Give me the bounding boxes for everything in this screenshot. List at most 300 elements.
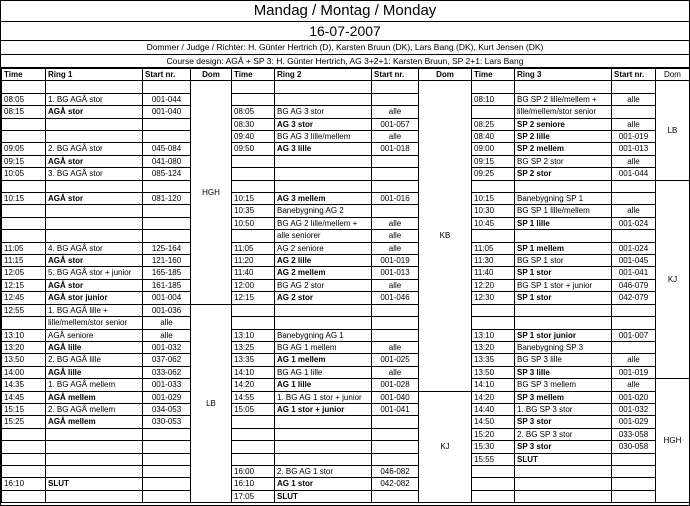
r3-time-cell (472, 304, 515, 316)
page-title: Mandag / Montag / Monday (1, 1, 689, 22)
r2-start-cell: 001-046 (372, 292, 419, 304)
r1-class-cell: AGÅ stor (46, 193, 143, 205)
r1-time-cell (2, 465, 46, 477)
r1-start-cell (143, 118, 191, 130)
r3-start-cell (612, 106, 656, 118)
r2-class-cell: BG AG 1 lille (275, 366, 372, 378)
judge-cell-r2_a: KB (419, 81, 472, 391)
r3-start-cell (612, 230, 656, 242)
r3-start-cell (612, 193, 656, 205)
r1-start-cell: alle (143, 329, 191, 341)
r2-start-cell: alle (372, 217, 419, 229)
table-row (2, 155, 690, 167)
r1-time-cell: 13:10 (2, 329, 46, 341)
header-time-3: Time (472, 69, 515, 81)
r3-start-cell (612, 341, 656, 353)
r2-time-cell: 09:40 (232, 131, 275, 143)
header-start-1: Start nr. (143, 69, 191, 81)
r1-class-cell: AGÅ mellem (46, 391, 143, 403)
r1-start-cell: 165-185 (143, 267, 191, 279)
r1-start-cell: alle (143, 317, 191, 329)
r3-class-cell: SP 1 stor junior (515, 329, 612, 341)
r2-start-cell (372, 428, 419, 440)
r1-time-cell: 11:05 (2, 242, 46, 254)
table-row (2, 242, 690, 254)
r2-class-cell: AG 2 mellem (275, 267, 372, 279)
r3-time-cell (472, 180, 515, 192)
r3-time-cell: 11:30 (472, 255, 515, 267)
table-row (2, 428, 690, 440)
r3-class-cell: BG SP 3 mellem (515, 379, 612, 391)
r3-time-cell: 14:50 (472, 416, 515, 428)
r2-start-cell: alle (372, 366, 419, 378)
r2-class-cell: AG 1 lille (275, 379, 372, 391)
r2-time-cell: 10:15 (232, 193, 275, 205)
table-row (2, 304, 690, 316)
r1-time-cell: 09:05 (2, 143, 46, 155)
r2-start-cell: 001-040 (372, 391, 419, 403)
r3-time-cell (472, 230, 515, 242)
r3-time-cell: 13:50 (472, 366, 515, 378)
r3-start-cell: 046-079 (612, 279, 656, 291)
r2-start-cell: 001-019 (372, 255, 419, 267)
r3-time-cell (472, 81, 515, 93)
r2-class-cell: 1. BG AG 1 stor + junior (275, 391, 372, 403)
r3-class-cell: lille/mellem/stor senior (515, 106, 612, 118)
r2-class-cell: AG 1 mellem (275, 354, 372, 366)
r1-start-cell: 081-120 (143, 193, 191, 205)
header-row (2, 69, 690, 81)
r2-class-cell: 2. BG AG 1 stor (275, 465, 372, 477)
r3-start-cell: alle (612, 379, 656, 391)
r1-class-cell: 2. BG AGÅ stor (46, 143, 143, 155)
header-time-1: Time (2, 69, 46, 81)
r3-class-cell (515, 478, 612, 490)
r3-start-cell: 001-029 (612, 416, 656, 428)
r1-time-cell: 11:15 (2, 255, 46, 267)
r3-time-cell: 13:10 (472, 329, 515, 341)
r3-time-cell: 12:20 (472, 279, 515, 291)
r1-time-cell: 13:50 (2, 354, 46, 366)
judge-cell-r3_c: HGH (656, 379, 690, 503)
r3-start-cell (612, 490, 656, 502)
table-row (2, 465, 690, 477)
table-row (2, 391, 690, 403)
r1-time-cell (2, 453, 46, 465)
schedule-table-wrap (1, 68, 689, 505)
r2-time-cell: 13:10 (232, 329, 275, 341)
r2-time-cell (232, 416, 275, 428)
r1-class-cell: AGÅ lille (46, 341, 143, 353)
header-start-3: Start nr. (612, 69, 656, 81)
r2-class-cell (275, 93, 372, 105)
r2-class-cell: alle seniorer (275, 230, 372, 242)
r2-start-cell (372, 168, 419, 180)
r3-class-cell: SLUT (515, 453, 612, 465)
r1-class-cell (46, 180, 143, 192)
schedule-body (2, 81, 690, 503)
r3-time-cell: 11:40 (472, 267, 515, 279)
r1-class-cell (46, 453, 143, 465)
r3-time-cell: 14:20 (472, 391, 515, 403)
r2-start-cell (372, 490, 419, 502)
r3-class-cell (515, 465, 612, 477)
r3-class-cell: BG SP 1 stor (515, 255, 612, 267)
header-ring-1: Ring 1 (46, 69, 143, 81)
r3-class-cell: SP 3 lille (515, 366, 612, 378)
r1-start-cell: 001-032 (143, 341, 191, 353)
table-row (2, 366, 690, 378)
r3-start-cell: 001-041 (612, 267, 656, 279)
r2-time-cell: 09:50 (232, 143, 275, 155)
r3-class-cell: SP 1 mellem (515, 242, 612, 254)
r1-start-cell: 001-029 (143, 391, 191, 403)
r2-time-cell (232, 180, 275, 192)
r2-class-cell: AG 3 lille (275, 143, 372, 155)
r2-time-cell: 11:40 (232, 267, 275, 279)
table-row (2, 354, 690, 366)
r2-start-cell: 001-025 (372, 354, 419, 366)
r1-class-cell: 1. BG AGÅ lille + (46, 304, 143, 316)
r1-start-cell: 045-084 (143, 143, 191, 155)
r3-start-cell: 001-013 (612, 143, 656, 155)
r1-class-cell: 5. BG AGÅ stor + junior (46, 267, 143, 279)
r3-start-cell: 001-024 (612, 242, 656, 254)
r3-class-cell: BG SP 2 lille/mellem + (515, 93, 612, 105)
r3-start-cell: 001-032 (612, 403, 656, 415)
r3-start-cell (612, 180, 656, 192)
r3-class-cell (515, 81, 612, 93)
header-ring-2: Ring 2 (275, 69, 372, 81)
r3-class-cell (515, 180, 612, 192)
r2-time-cell: 14:55 (232, 391, 275, 403)
r1-time-cell (2, 230, 46, 242)
table-row (2, 478, 690, 490)
r1-class-cell: 4. BG AGÅ stor (46, 242, 143, 254)
table-row (2, 106, 690, 118)
r1-time-cell: 14:35 (2, 379, 46, 391)
r2-start-cell: alle (372, 341, 419, 353)
table-row (2, 81, 690, 93)
r2-start-cell: 042-082 (372, 478, 419, 490)
table-row (2, 317, 690, 329)
r1-time-cell: 16:10 (2, 478, 46, 490)
table-row (2, 403, 690, 415)
r1-class-cell: 3. BG AGÅ stor (46, 168, 143, 180)
r3-class-cell (515, 304, 612, 316)
r1-start-cell: 001-040 (143, 106, 191, 118)
r2-time-cell (232, 155, 275, 167)
r3-time-cell: 08:10 (472, 93, 515, 105)
r2-time-cell (232, 81, 275, 93)
r2-time-cell (232, 93, 275, 105)
r3-start-cell: 042-079 (612, 292, 656, 304)
r2-time-cell: 10:50 (232, 217, 275, 229)
r1-start-cell: 001-044 (143, 93, 191, 105)
r1-time-cell (2, 205, 46, 217)
r2-class-cell (275, 155, 372, 167)
r3-start-cell: 001-019 (612, 131, 656, 143)
r1-start-cell: 121-160 (143, 255, 191, 267)
r1-start-cell: 033-062 (143, 366, 191, 378)
r1-time-cell: 15:15 (2, 403, 46, 415)
r1-time-cell: 09:15 (2, 155, 46, 167)
r1-class-cell: 2. BG AGÅ mellem (46, 403, 143, 415)
r1-class-cell (46, 230, 143, 242)
r2-time-cell (232, 230, 275, 242)
r2-start-cell: 001-041 (372, 403, 419, 415)
r1-class-cell: 1. BG AGÅ stor (46, 93, 143, 105)
r1-start-cell (143, 453, 191, 465)
r2-start-cell (372, 329, 419, 341)
r1-time-cell (2, 81, 46, 93)
r1-class-cell: AGÅ stor (46, 279, 143, 291)
r2-time-cell (232, 428, 275, 440)
r3-time-cell: 08:25 (472, 118, 515, 130)
table-row (2, 329, 690, 341)
r2-time-cell: 14:10 (232, 366, 275, 378)
header-dom-1: Dom (191, 69, 232, 81)
r1-time-cell (2, 217, 46, 229)
judges-line: Dommer / Judge / Richter: H. Günter Hertrich (D), Karsten Bruun (DK), Lars Bang (DK), Kurt Jensen (DK) (1, 41, 689, 55)
r1-start-cell (143, 217, 191, 229)
r1-start-cell: 085-124 (143, 168, 191, 180)
table-row (2, 490, 690, 502)
r1-class-cell: AGÅ lille (46, 366, 143, 378)
r1-class-cell (46, 205, 143, 217)
r3-class-cell (515, 490, 612, 502)
r3-time-cell (472, 317, 515, 329)
r3-class-cell: 1. BG SP 3 stor (515, 403, 612, 415)
r3-time-cell: 08:40 (472, 131, 515, 143)
r1-time-cell: 12:05 (2, 267, 46, 279)
r2-class-cell (275, 168, 372, 180)
r2-class-cell (275, 453, 372, 465)
r3-class-cell: Banebygning SP 3 (515, 341, 612, 353)
r2-time-cell (232, 453, 275, 465)
r2-start-cell: alle (372, 242, 419, 254)
r3-start-cell: 001-019 (612, 366, 656, 378)
r1-start-cell (143, 428, 191, 440)
table-row (2, 453, 690, 465)
r2-class-cell: AG 3 stor (275, 118, 372, 130)
r1-class-cell (46, 131, 143, 143)
r3-time-cell: 12:30 (472, 292, 515, 304)
r2-class-cell (275, 317, 372, 329)
r3-start-cell: alle (612, 354, 656, 366)
r1-start-cell: 001-036 (143, 304, 191, 316)
r1-class-cell (46, 428, 143, 440)
r2-class-cell (275, 416, 372, 428)
judge-cell-r1_a: HGH (191, 81, 232, 304)
table-row (2, 205, 690, 217)
r2-start-cell (372, 155, 419, 167)
r3-start-cell (612, 478, 656, 490)
r3-time-cell: 09:15 (472, 155, 515, 167)
table-row (2, 279, 690, 291)
r2-time-cell: 16:10 (232, 478, 275, 490)
r2-start-cell (372, 81, 419, 93)
r1-time-cell: 15:25 (2, 416, 46, 428)
judge-cell-r1_b: LB (191, 304, 232, 503)
table-row (2, 267, 690, 279)
header-start-2: Start nr. (372, 69, 419, 81)
r3-start-cell (612, 81, 656, 93)
table-row (2, 230, 690, 242)
r3-class-cell: BG SP 1 lille/mellem (515, 205, 612, 217)
table-row (2, 131, 690, 143)
r2-time-cell (232, 317, 275, 329)
r3-start-cell (612, 453, 656, 465)
r1-time-cell: 12:15 (2, 279, 46, 291)
r3-time-cell: 11:05 (472, 242, 515, 254)
r2-start-cell: alle (372, 131, 419, 143)
r2-class-cell: BG AG 2 lille/mellem + (275, 217, 372, 229)
r1-class-cell (46, 217, 143, 229)
r2-start-cell: 001-028 (372, 379, 419, 391)
r1-start-cell: 001-004 (143, 292, 191, 304)
r3-start-cell: alle (612, 155, 656, 167)
table-row (2, 341, 690, 353)
r3-start-cell: 001-024 (612, 217, 656, 229)
r2-time-cell (232, 168, 275, 180)
r1-start-cell (143, 180, 191, 192)
r2-class-cell: Banebygning AG 2 (275, 205, 372, 217)
r3-class-cell: BG SP 3 lille (515, 354, 612, 366)
r3-time-cell: 13:35 (472, 354, 515, 366)
r3-time-cell: 10:45 (472, 217, 515, 229)
r3-start-cell: 030-058 (612, 441, 656, 453)
r3-time-cell: 10:15 (472, 193, 515, 205)
judge-cell-r3_b: KJ (656, 180, 690, 378)
r2-start-cell: 046-082 (372, 465, 419, 477)
r3-start-cell: alle (612, 93, 656, 105)
r1-start-cell: 001-033 (143, 379, 191, 391)
r1-time-cell (2, 441, 46, 453)
r3-time-cell: 10:30 (472, 205, 515, 217)
r2-class-cell: SLUT (275, 490, 372, 502)
r3-class-cell: SP 2 seniore (515, 118, 612, 130)
r2-time-cell: 12:00 (232, 279, 275, 291)
r3-class-cell: SP 3 stor (515, 441, 612, 453)
r2-start-cell: 001-018 (372, 143, 419, 155)
r3-class-cell: 2. BG SP 3 stor (515, 428, 612, 440)
r1-class-cell: AGÅ seniore (46, 329, 143, 341)
r3-time-cell (472, 490, 515, 502)
r2-time-cell: 12:15 (232, 292, 275, 304)
r3-time-cell: 14:40 (472, 403, 515, 415)
r2-class-cell: AG 2 stor (275, 292, 372, 304)
r2-class-cell (275, 441, 372, 453)
r1-start-cell (143, 490, 191, 502)
table-row (2, 118, 690, 130)
r2-class-cell: BG AG 3 lille/mellem (275, 131, 372, 143)
r3-time-cell: 15:55 (472, 453, 515, 465)
r1-class-cell: AGÅ stor (46, 155, 143, 167)
r1-time-cell (2, 428, 46, 440)
r3-time-cell: 13:20 (472, 341, 515, 353)
r3-class-cell: SP 2 stor (515, 168, 612, 180)
r3-class-cell: SP 1 stor (515, 292, 612, 304)
r3-class-cell: BG SP 2 stor (515, 155, 612, 167)
r1-class-cell: AGÅ stor (46, 255, 143, 267)
r2-start-cell (372, 416, 419, 428)
header-dom-3: Dom (656, 69, 690, 81)
r2-time-cell: 11:20 (232, 255, 275, 267)
table-row (2, 441, 690, 453)
table-row (2, 255, 690, 267)
r1-start-cell: 030-053 (143, 416, 191, 428)
r3-class-cell: SP 2 lille (515, 131, 612, 143)
r1-time-cell (2, 180, 46, 192)
r1-start-cell (143, 81, 191, 93)
r2-start-cell (372, 205, 419, 217)
r1-time-cell: 14:45 (2, 391, 46, 403)
r2-time-cell (232, 441, 275, 453)
r2-time-cell: 08:05 (232, 106, 275, 118)
r2-start-cell (372, 441, 419, 453)
r3-class-cell: BG SP 1 stor + junior (515, 279, 612, 291)
r2-class-cell (275, 304, 372, 316)
judge-cell-r2_b: KJ (419, 391, 472, 503)
table-row (2, 168, 690, 180)
r3-start-cell: 001-045 (612, 255, 656, 267)
r1-time-cell (2, 317, 46, 329)
r1-class-cell: AGÅ stor junior (46, 292, 143, 304)
table-row (2, 193, 690, 205)
r1-start-cell: 041-080 (143, 155, 191, 167)
r2-class-cell: AG 3 mellem (275, 193, 372, 205)
header-time-2: Time (232, 69, 275, 81)
r2-time-cell: 11:05 (232, 242, 275, 254)
r3-time-cell: 09:00 (472, 143, 515, 155)
r1-class-cell (46, 81, 143, 93)
table-row (2, 180, 690, 192)
r3-time-cell (472, 465, 515, 477)
r1-start-cell: 034-053 (143, 403, 191, 415)
r2-time-cell (232, 304, 275, 316)
r2-time-cell: 14:20 (232, 379, 275, 391)
r3-class-cell: SP 3 stor (515, 416, 612, 428)
r3-time-cell: 15:20 (472, 428, 515, 440)
r2-start-cell (372, 453, 419, 465)
r2-start-cell (372, 304, 419, 316)
r2-start-cell (372, 317, 419, 329)
r2-time-cell: 13:35 (232, 354, 275, 366)
r3-start-cell (612, 317, 656, 329)
r1-time-cell: 13:20 (2, 341, 46, 353)
table-row (2, 416, 690, 428)
r3-start-cell: 033-058 (612, 428, 656, 440)
r3-time-cell: 14:10 (472, 379, 515, 391)
r2-start-cell: alle (372, 279, 419, 291)
r1-class-cell: AGÅ mellem (46, 416, 143, 428)
r1-start-cell: 161-185 (143, 279, 191, 291)
r2-start-cell: alle (372, 230, 419, 242)
r1-time-cell: 14:00 (2, 366, 46, 378)
r2-start-cell: 001-057 (372, 118, 419, 130)
r2-time-cell: 10:35 (232, 205, 275, 217)
r1-start-cell (143, 465, 191, 477)
r2-class-cell: BG AG 3 stor (275, 106, 372, 118)
r2-class-cell: AG 2 lille (275, 255, 372, 267)
course-design-line: Course design: AGÅ + SP 3: H. Günter Hertrich, AG 3+2+1: Karsten Bruun, SP 2+1: Lars Bang (1, 55, 689, 68)
r2-class-cell: BG AG 1 mellem (275, 341, 372, 353)
r1-time-cell: 12:45 (2, 292, 46, 304)
r1-class-cell: AGÅ stor (46, 106, 143, 118)
r1-class-cell: lille/mellem/stor senior (46, 317, 143, 329)
r3-class-cell: SP 1 lille (515, 217, 612, 229)
